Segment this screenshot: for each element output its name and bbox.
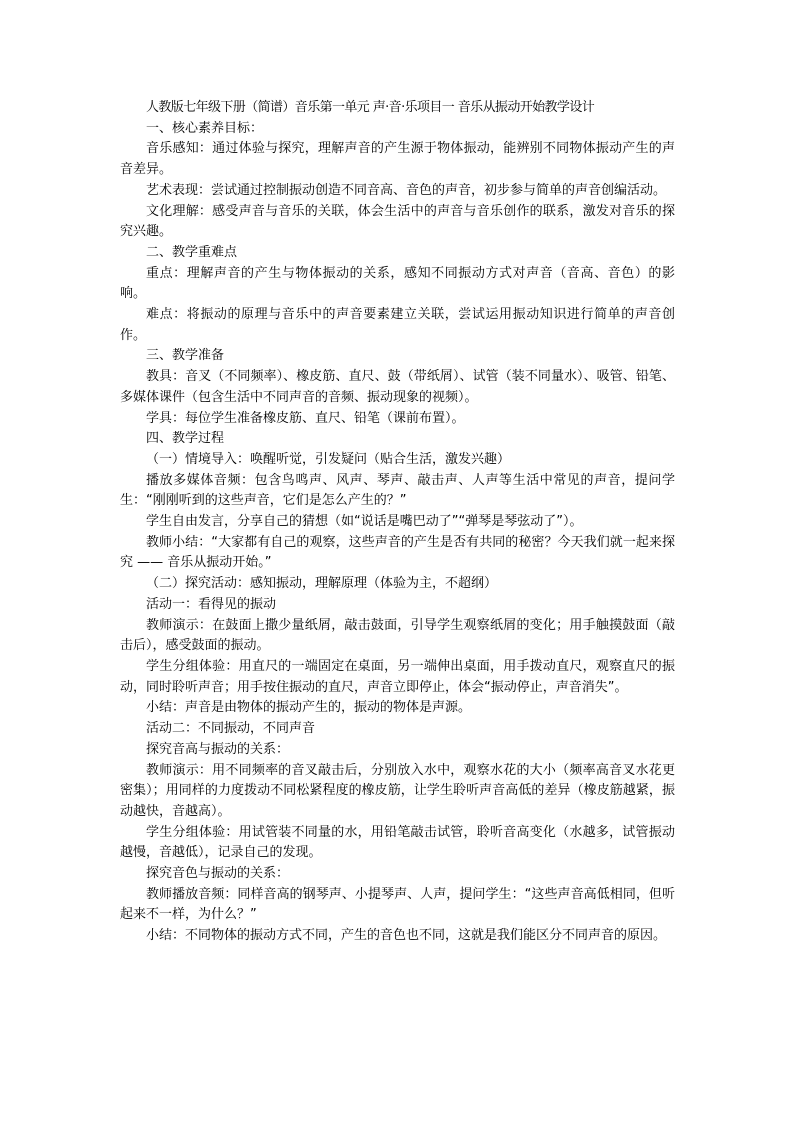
subheading-introduction: （一）情境导入：唤醒听觉，引发疑问（贴合生活，激发兴趣） bbox=[146, 451, 511, 467]
paragraph-artistic-expression: 艺术表现：尝试通过控制振动创造不同音高、音色的声音，初步参与简单的声音创编活动。 bbox=[146, 182, 667, 198]
document-title: 人教版七年级下册（简谱）音乐第一单元 声·音·乐项目一 音乐从振动开始教学设计 bbox=[146, 100, 595, 115]
paragraph-student-discussion: 学生自由发言，分享自己的猜想（如“说话是嘴巴动了”“弹琴是琴弦动了”）。 bbox=[146, 514, 583, 530]
subheading-exploration: （二）探究活动：感知振动，理解原理（体验为主，不超纲） bbox=[146, 576, 498, 592]
paragraph-group-test-tubes: 学生分组体验：用试管装不同量的水，用铅笔敲击试管，聆听音高变化（水越多，试管振动越慢，音越低），记录自己的发现。 bbox=[120, 824, 675, 861]
paragraph-group-ruler: 学生分组体验：用直尺的一端固定在桌面，另一端伸出桌面，用手拨动直尺，观察直尺的振动，同时聆听声音；用手按住振动的直尺，声音立即停止，体会“振动停止，声音消失”。 bbox=[120, 658, 675, 695]
paragraph-teacher-demo-tuning-fork: 教师演示：用不同频率的音叉敲击后，分别放入水中，观察水花的大小（频率高音叉水花更密集）；用同样的力度拨动不同松紧程度的橡皮筋，让学生聆听声音高低的差异（橡皮筋越紧，振动越快，音越高）。 bbox=[120, 762, 675, 819]
activity-one-heading: 活动一：看得见的振动 bbox=[146, 596, 277, 612]
document-body bbox=[120, 98, 675, 947]
section-heading-key-points: 二、教学重难点 bbox=[146, 244, 238, 260]
paragraph-teacher-play-timbre: 教师播放音频：同样音高的钢琴声、小提琴声、人声，提问学生：“这些声音高低相同，但听起来不一样，为什么？” bbox=[120, 886, 675, 923]
paragraph-summary-sound-source: 小结：声音是由物体的振动产生的，振动的物体是声源。 bbox=[146, 700, 472, 716]
activity-two-heading: 活动二：不同振动，不同声音 bbox=[146, 721, 316, 737]
paragraph-play-audio: 播放多媒体音频：包含鸟鸣声、风声、琴声、敲击声、人声等生活中常见的声音，提问学生：“刚刚听到的这些声音，它们是怎么产生的？” bbox=[120, 472, 675, 509]
paragraph-cultural-understanding: 文化理解：感受声音与音乐的关联，体会生活中的声音与音乐创作的联系，激发对音乐的探究兴趣。 bbox=[120, 203, 675, 240]
paragraph-teacher-demo-drum: 教师演示：在鼓面上撒少量纸屑，敲击鼓面，引导学生观察纸屑的变化；用手触摸鼓面（敲击后），感受鼓面的振动。 bbox=[120, 617, 675, 654]
paragraph-teaching-aids: 教具：音叉（不同频率）、橡皮筋、直尺、鼓（带纸屑）、试管（装不同量水）、吸管、铅笔、多媒体课件（包含生活中不同声音的音频、振动现象的视频）。 bbox=[120, 369, 675, 405]
paragraph-timbre-heading: 探究音色与振动的关系： bbox=[146, 866, 290, 882]
paragraph-difficulty: 难点：将振动的原理与音乐中的声音要素建立关联，尝试运用振动知识进行简单的声音创作。 bbox=[120, 307, 675, 343]
paragraph-teacher-summary: 教师小结：“大家都有自己的观察，这些声音的产生是否有共同的秘密？今天我们就一起来探究 —— 音乐从振动开始。” bbox=[120, 534, 675, 571]
section-heading-preparation: 三、教学准备 bbox=[146, 348, 225, 364]
paragraph-key-point: 重点：理解声音的产生与物体振动的关系，感知不同振动方式对声音（音高、音色）的影响。 bbox=[120, 265, 675, 302]
paragraph-pitch-heading: 探究音高与振动的关系： bbox=[146, 741, 290, 757]
section-heading-process: 四、教学过程 bbox=[146, 431, 225, 447]
paragraph-student-aids: 学具：每位学生准备橡皮筋、直尺、铅笔（课前布置）。 bbox=[146, 410, 465, 426]
section-heading-objectives: 一、核心素养目标： bbox=[146, 120, 264, 136]
paragraph-music-perception: 音乐感知：通过体验与探究，理解声音的产生源于物体振动，能辨别不同物体振动产生的声音差异。 bbox=[120, 141, 675, 178]
paragraph-summary-timbre: 小结：不同物体的振动方式不同，产生的音色也不同，这就是我们能区分不同声音的原因。 bbox=[146, 928, 667, 944]
